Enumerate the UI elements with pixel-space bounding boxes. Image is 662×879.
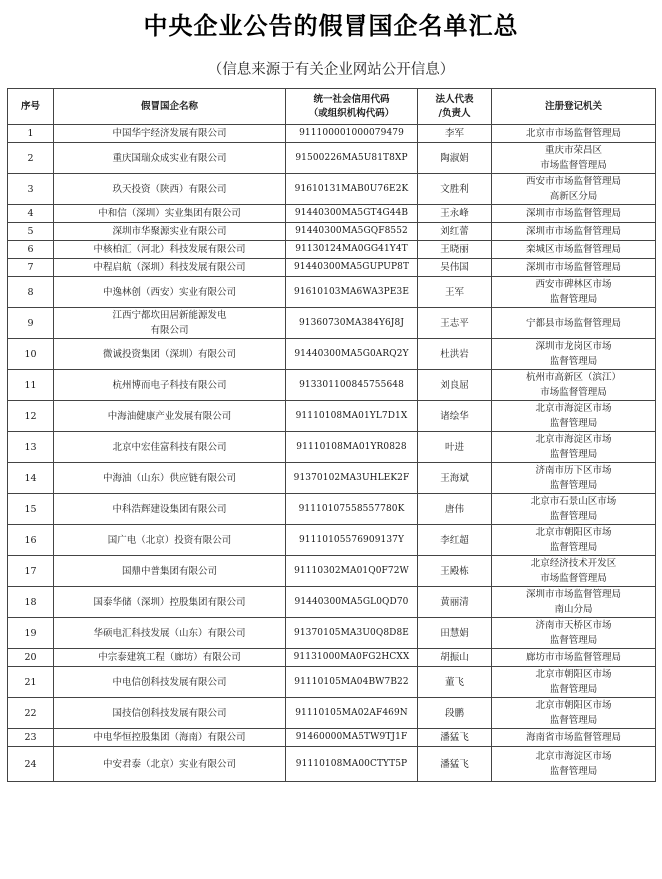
table-row bbox=[8, 587, 656, 618]
row-code-cell: 91370102MA3UHLEK2F bbox=[286, 463, 418, 494]
row-seq-cell: 13 bbox=[8, 432, 54, 463]
row-authority-cell: 杭州市高新区（滨江） 市场监督管理局 bbox=[492, 370, 656, 401]
table-row bbox=[8, 241, 656, 259]
header-rep: 法人代表 /负责人 bbox=[418, 89, 492, 125]
row-code-cell: 91110105MA02AF469N bbox=[286, 698, 418, 729]
row-rep-cell: 文胜利 bbox=[418, 174, 492, 205]
row-seq-cell: 6 bbox=[8, 241, 54, 259]
table-row bbox=[8, 667, 656, 698]
row-rep-cell: 杜洪岩 bbox=[418, 339, 492, 370]
row-rep-cell: 王晓丽 bbox=[418, 241, 492, 259]
document-title: 中央企业公告的假冒国企名单汇总 bbox=[143, 12, 519, 40]
row-name-cell: 中逸林创（西安）实业有限公司 bbox=[54, 277, 286, 308]
table-row bbox=[8, 698, 656, 729]
row-seq-cell: 16 bbox=[8, 525, 54, 556]
row-code-cell: 91131000MA0FG2HCXX bbox=[286, 649, 418, 667]
row-rep-cell: 黄丽清 bbox=[418, 587, 492, 618]
row-authority-cell: 栾城区市场监督管理局 bbox=[492, 241, 656, 259]
row-rep-cell: 潘猛飞 bbox=[418, 747, 492, 782]
table-row bbox=[8, 525, 656, 556]
row-name-cell: 华硕电汇科技发展（山东）有限公司 bbox=[54, 618, 286, 649]
row-seq-cell: 18 bbox=[8, 587, 54, 618]
row-name-cell: 国泰华储（深圳）控股集团有限公司 bbox=[54, 587, 286, 618]
row-code-cell: 91110108MA01YL7D1X bbox=[286, 401, 418, 432]
row-code-cell: 91110108MA01YR0828 bbox=[286, 432, 418, 463]
row-seq-cell: 10 bbox=[8, 339, 54, 370]
row-authority-cell: 深圳市龙岗区市场 监督管理局 bbox=[492, 339, 656, 370]
row-authority-cell: 海南省市场监督管理局 bbox=[492, 729, 656, 747]
row-name-cell: 中和信（深圳）实业集团有限公司 bbox=[54, 205, 286, 223]
row-code-cell: 91440300MA5GQF8552 bbox=[286, 223, 418, 241]
row-authority-cell: 北京市朝阳区市场 监督管理局 bbox=[492, 525, 656, 556]
row-seq-cell: 8 bbox=[8, 277, 54, 308]
row-rep-cell: 田慧娟 bbox=[418, 618, 492, 649]
row-authority-cell: 深圳市市场监督管理局 bbox=[492, 205, 656, 223]
header-authority: 注册登记机关 bbox=[492, 89, 656, 125]
row-rep-cell: 潘猛飞 bbox=[418, 729, 492, 747]
table-row bbox=[8, 432, 656, 463]
row-seq-cell: 5 bbox=[8, 223, 54, 241]
row-code-cell: 91110108MA00CTYT5P bbox=[286, 747, 418, 782]
row-rep-cell: 王志平 bbox=[418, 308, 492, 339]
row-code-cell: 91130124MA0GG41Y4T bbox=[286, 241, 418, 259]
row-seq-cell: 19 bbox=[8, 618, 54, 649]
row-name-cell: 中程启航（深圳）科技发展有限公司 bbox=[54, 259, 286, 277]
row-name-cell: 中核柏汇（河北）科技发展有限公司 bbox=[54, 241, 286, 259]
row-code-cell: 91610131MAB0U76E2K bbox=[286, 174, 418, 205]
table-row bbox=[8, 308, 656, 339]
row-code-cell: 91110302MA01Q0F72W bbox=[286, 556, 418, 587]
header-code: 统一社会信用代码 （或组织机构代码） bbox=[286, 89, 418, 125]
table-row bbox=[8, 729, 656, 747]
row-code-cell: 91440300MA5GUPUP8T bbox=[286, 259, 418, 277]
row-authority-cell: 宁都县市场监督管理局 bbox=[492, 308, 656, 339]
table-body bbox=[8, 125, 656, 782]
row-rep-cell: 叶进 bbox=[418, 432, 492, 463]
row-authority-cell: 廊坊市市场监督管理局 bbox=[492, 649, 656, 667]
row-code-cell: 91110105576909137Y bbox=[286, 525, 418, 556]
row-authority-cell: 西安市市场监督管理局 高新区分局 bbox=[492, 174, 656, 205]
table-row bbox=[8, 259, 656, 277]
row-code-cell: 91110105MA04BW7B22 bbox=[286, 667, 418, 698]
row-rep-cell: 诸绘华 bbox=[418, 401, 492, 432]
row-authority-cell: 深圳市市场监督管理局 bbox=[492, 223, 656, 241]
row-rep-cell: 董飞 bbox=[418, 667, 492, 698]
row-seq-cell: 7 bbox=[8, 259, 54, 277]
row-name-cell: 中科浩辉建设集团有限公司 bbox=[54, 494, 286, 525]
table-row bbox=[8, 463, 656, 494]
row-seq-cell: 11 bbox=[8, 370, 54, 401]
row-authority-cell: 西安市碑林区市场 监督管理局 bbox=[492, 277, 656, 308]
row-name-cell: 中电信创科技发展有限公司 bbox=[54, 667, 286, 698]
row-seq-cell: 9 bbox=[8, 308, 54, 339]
row-seq-cell: 20 bbox=[8, 649, 54, 667]
row-name-cell: 中电华恒控股集团（海南）有限公司 bbox=[54, 729, 286, 747]
row-rep-cell: 陶淑娟 bbox=[418, 143, 492, 174]
row-authority-cell: 北京市海淀区市场 监督管理局 bbox=[492, 432, 656, 463]
row-rep-cell: 王海斌 bbox=[418, 463, 492, 494]
row-seq-cell: 15 bbox=[8, 494, 54, 525]
row-seq-cell: 22 bbox=[8, 698, 54, 729]
row-rep-cell: 王殿栋 bbox=[418, 556, 492, 587]
row-name-cell: 北京中宏佳富科技有限公司 bbox=[54, 432, 286, 463]
row-seq-cell: 17 bbox=[8, 556, 54, 587]
row-code-cell: 913301100845755648 bbox=[286, 370, 418, 401]
table-row bbox=[8, 277, 656, 308]
row-authority-cell: 北京市海淀区市场 监督管理局 bbox=[492, 401, 656, 432]
table-row bbox=[8, 618, 656, 649]
row-code-cell: 91460000MA5TW9TJ1F bbox=[286, 729, 418, 747]
row-name-cell: 国广电（北京）投资有限公司 bbox=[54, 525, 286, 556]
row-authority-cell: 深圳市市场监督管理局 南山分局 bbox=[492, 587, 656, 618]
table-row bbox=[8, 494, 656, 525]
row-name-cell: 中国华宇经济发展有限公司 bbox=[54, 125, 286, 143]
table-header-row bbox=[8, 89, 656, 125]
table-row bbox=[8, 649, 656, 667]
row-authority-cell: 北京市市场监督管理局 bbox=[492, 125, 656, 143]
row-rep-cell: 段鹏 bbox=[418, 698, 492, 729]
row-rep-cell: 刘红蕾 bbox=[418, 223, 492, 241]
row-name-cell: 中海油健康产业发展有限公司 bbox=[54, 401, 286, 432]
row-authority-cell: 北京市海淀区市场 监督管理局 bbox=[492, 747, 656, 782]
row-rep-cell: 李军 bbox=[418, 125, 492, 143]
row-authority-cell: 北京经济技术开发区 市场监督管理局 bbox=[492, 556, 656, 587]
row-seq-cell: 3 bbox=[8, 174, 54, 205]
row-name-cell: 深圳市华聚源实业有限公司 bbox=[54, 223, 286, 241]
fake-soe-table bbox=[7, 88, 656, 782]
row-name-cell: 中安君泰（北京）实业有限公司 bbox=[54, 747, 286, 782]
row-code-cell: 91610103MA6WA3PE3E bbox=[286, 277, 418, 308]
row-name-cell: 微诚投资集团（深圳）有限公司 bbox=[54, 339, 286, 370]
row-seq-cell: 1 bbox=[8, 125, 54, 143]
table-row bbox=[8, 174, 656, 205]
row-seq-cell: 2 bbox=[8, 143, 54, 174]
row-authority-cell: 济南市天桥区市场 监督管理局 bbox=[492, 618, 656, 649]
table-row bbox=[8, 556, 656, 587]
row-rep-cell: 吴伟国 bbox=[418, 259, 492, 277]
header-name: 假冒国企名称 bbox=[54, 89, 286, 125]
table-row bbox=[8, 370, 656, 401]
table-row bbox=[8, 125, 656, 143]
row-authority-cell: 济南市历下区市场 监督管理局 bbox=[492, 463, 656, 494]
row-name-cell: 玖天投资（陕西）有限公司 bbox=[54, 174, 286, 205]
row-code-cell: 91360730MA384Y6J8J bbox=[286, 308, 418, 339]
table-row bbox=[8, 339, 656, 370]
row-authority-cell: 北京市朝阳区市场 监督管理局 bbox=[492, 698, 656, 729]
row-code-cell: 91500226MA5U81T8XP bbox=[286, 143, 418, 174]
row-authority-cell: 深圳市市场监督管理局 bbox=[492, 259, 656, 277]
row-authority-cell: 北京市石景山区市场 监督管理局 bbox=[492, 494, 656, 525]
row-name-cell: 国鼎中普集团有限公司 bbox=[54, 556, 286, 587]
table-row bbox=[8, 205, 656, 223]
row-seq-cell: 24 bbox=[8, 747, 54, 782]
row-name-cell: 江西宁都坎田居新能源发电 有限公司 bbox=[54, 308, 286, 339]
row-code-cell: 91110107558557780K bbox=[286, 494, 418, 525]
row-rep-cell: 王永峰 bbox=[418, 205, 492, 223]
header-seq: 序号 bbox=[8, 89, 54, 125]
row-code-cell: 91440300MA5G0ARQ2Y bbox=[286, 339, 418, 370]
row-rep-cell: 胡振山 bbox=[418, 649, 492, 667]
row-seq-cell: 21 bbox=[8, 667, 54, 698]
row-rep-cell: 刘良屈 bbox=[418, 370, 492, 401]
row-rep-cell: 唐伟 bbox=[418, 494, 492, 525]
row-rep-cell: 李红超 bbox=[418, 525, 492, 556]
row-authority-cell: 北京市朝阳区市场 监督管理局 bbox=[492, 667, 656, 698]
row-code-cell: 91370105MA3U0Q8D8E bbox=[286, 618, 418, 649]
row-name-cell: 杭州博而电子科技有限公司 bbox=[54, 370, 286, 401]
row-seq-cell: 12 bbox=[8, 401, 54, 432]
row-name-cell: 中宗泰建筑工程（廊坊）有限公司 bbox=[54, 649, 286, 667]
row-name-cell: 国技信创科技发展有限公司 bbox=[54, 698, 286, 729]
row-code-cell: 91440300MA5GL0QD70 bbox=[286, 587, 418, 618]
row-code-cell: 91440300MA5GT4G44B bbox=[286, 205, 418, 223]
table-row bbox=[8, 223, 656, 241]
row-authority-cell: 重庆市荣昌区 市场监督管理局 bbox=[492, 143, 656, 174]
row-name-cell: 中海油（山东）供应链有限公司 bbox=[54, 463, 286, 494]
row-name-cell: 重庆国瑞众成实业有限公司 bbox=[54, 143, 286, 174]
row-code-cell: 911100001000079479 bbox=[286, 125, 418, 143]
row-rep-cell: 王军 bbox=[418, 277, 492, 308]
document-subtitle: （信息来源于有关企业网站公开信息） bbox=[207, 62, 455, 78]
row-seq-cell: 23 bbox=[8, 729, 54, 747]
row-seq-cell: 14 bbox=[8, 463, 54, 494]
row-seq-cell: 4 bbox=[8, 205, 54, 223]
table-row bbox=[8, 143, 656, 174]
table-row bbox=[8, 401, 656, 432]
table-row bbox=[8, 747, 656, 782]
